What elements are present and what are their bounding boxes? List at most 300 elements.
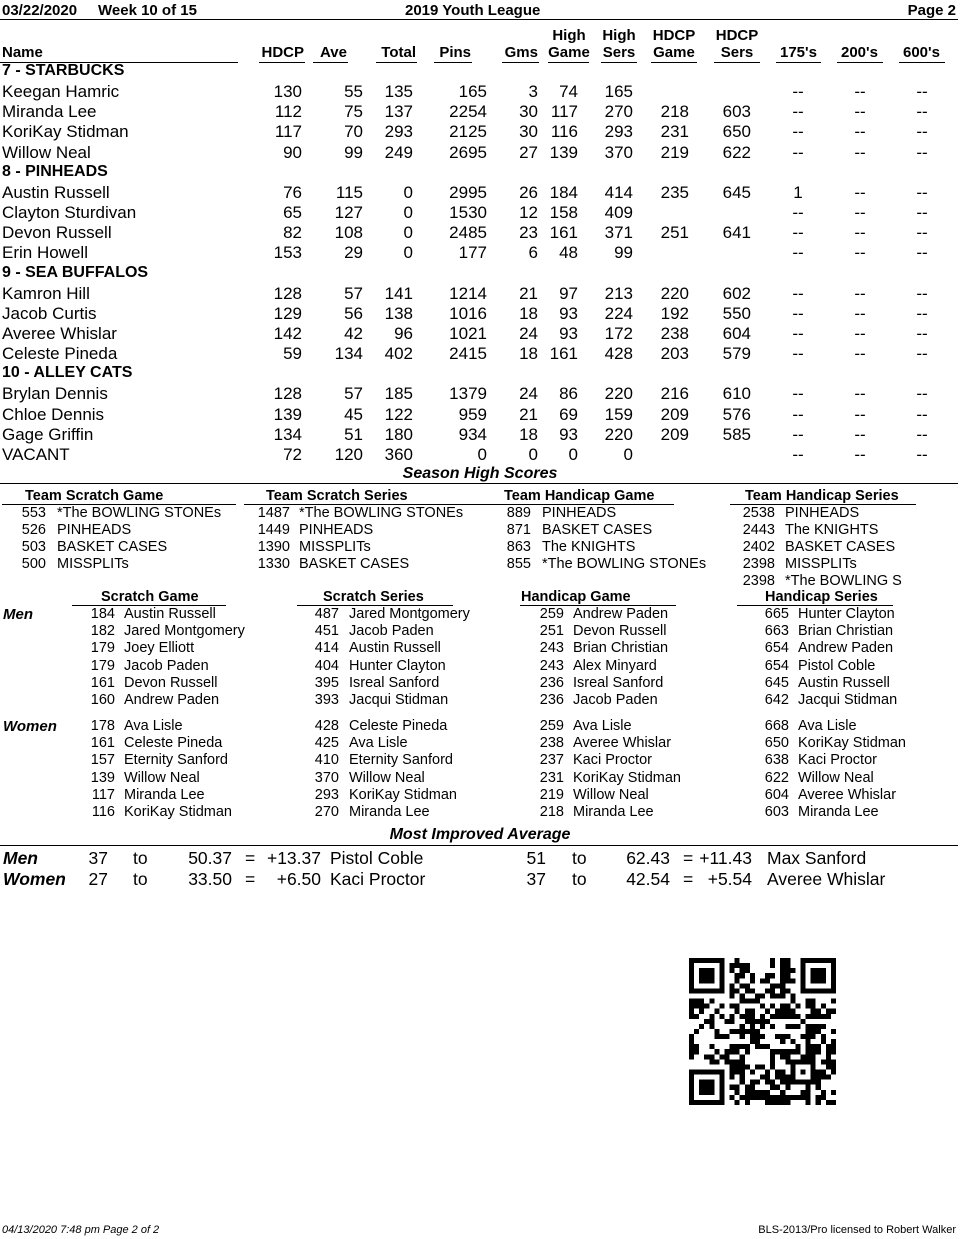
high-series: 409 — [604, 203, 633, 222]
count-175: -- — [792, 445, 804, 464]
hdcp-game: 218 — [660, 102, 689, 122]
standings-row — [0, 284, 960, 304]
total: 293 — [384, 122, 413, 142]
pins: 2695 — [449, 142, 487, 162]
individual-high-score: 370 — [314, 769, 339, 786]
hdcp-game: 209 — [660, 404, 689, 424]
individual-high-name: Celeste Pineda — [124, 735, 223, 752]
player-name: Miranda Lee — [2, 102, 97, 122]
total: 122 — [384, 404, 413, 424]
team-high-name: MISSPLITs — [57, 556, 129, 572]
individual-high-name: Jacqui Stidman — [349, 692, 449, 708]
individual-high-name: Austin Russell — [798, 674, 890, 691]
individual-high-score: 428 — [314, 718, 339, 734]
individual-high-name: Hunter Clayton — [798, 606, 895, 622]
to-text: to — [133, 869, 148, 889]
pins: 2415 — [449, 344, 487, 364]
hdcp-game: 209 — [660, 424, 689, 444]
individual-high-name: Jacob Paden — [573, 692, 658, 708]
ave: 56 — [344, 303, 363, 323]
hdcp-game: 235 — [660, 182, 689, 202]
individual-high-name: Andrew Paden — [798, 640, 894, 657]
total: 0 — [403, 182, 413, 202]
team-high-name: PINHEADS — [299, 522, 374, 538]
high-game: 158 — [549, 203, 578, 222]
improved-label: Men — [3, 848, 38, 868]
individual-high-score: 642 — [764, 692, 789, 708]
high-series: 213 — [604, 283, 633, 303]
standings-row — [0, 102, 960, 122]
player-name: VACANT — [2, 445, 70, 464]
individual-high-name: Ava Lisle — [573, 718, 632, 734]
individual-high-name: Willow Neal — [349, 769, 425, 786]
individual-high-name: Austin Russell — [349, 640, 441, 657]
games: 12 — [519, 203, 538, 222]
high-series: 220 — [604, 384, 633, 404]
individual-high-name: Ava Lisle — [349, 735, 408, 752]
total: 141 — [384, 283, 413, 303]
individual-high-name: Andrew Paden — [124, 692, 220, 708]
total: 185 — [384, 384, 413, 404]
pins: 1379 — [449, 384, 487, 404]
individual-high-score: 259 — [539, 718, 564, 734]
individual-high-score: 650 — [764, 735, 789, 752]
most-improved-rule — [0, 845, 958, 846]
team-high-name: PINHEADS — [785, 505, 860, 521]
count-600: -- — [916, 102, 928, 122]
count-200: -- — [854, 182, 866, 202]
team-high-title: Team Scratch Series — [266, 488, 408, 504]
to-text: to — [572, 869, 587, 889]
count-200: -- — [854, 203, 866, 222]
col-high-sers-top: High — [602, 27, 636, 44]
high-game: 117 — [550, 102, 578, 122]
team-high-score: 526 — [21, 522, 46, 538]
to-average: 42.54 — [626, 869, 670, 889]
total: 138 — [384, 303, 413, 323]
individual-high-score: 237 — [539, 752, 564, 769]
team-high-score: 503 — [21, 539, 46, 555]
team-high-name: PINHEADS — [57, 522, 132, 538]
games: 18 — [519, 303, 538, 323]
high-game: 139 — [549, 142, 578, 162]
team-high-name: BASKET CASES — [785, 539, 896, 555]
hdcp: 72 — [283, 445, 302, 464]
ave: 120 — [334, 445, 363, 464]
individual-high-name: KoriKay Stidman — [124, 804, 232, 820]
individual-high-name: Alex Minyard — [573, 657, 657, 674]
individual-high-name: Averee Whislar — [573, 735, 672, 752]
high-series: 293 — [604, 122, 633, 142]
standings-row — [0, 344, 960, 364]
high-series: 220 — [604, 424, 633, 444]
from-average: 37 — [526, 869, 546, 889]
col-200s: 200's — [841, 44, 878, 61]
individual-high-name: Austin Russell — [124, 606, 216, 622]
count-175: -- — [792, 122, 804, 142]
team-high-score: 889 — [506, 505, 531, 521]
high-game: 97 — [559, 283, 578, 303]
individual-high-name: Pistol Coble — [798, 657, 876, 674]
count-175: 1 — [793, 182, 803, 202]
standings-row — [0, 445, 960, 465]
count-600: -- — [916, 404, 928, 424]
individual-high-name: Andrew Paden — [573, 606, 669, 622]
individual-high-score: 238 — [539, 735, 564, 752]
hdcp: 128 — [273, 384, 302, 404]
individual-high-name: Averee Whislar — [798, 786, 897, 803]
ave: 70 — [344, 122, 363, 142]
individual-high-name: Miranda Lee — [349, 804, 430, 820]
individual-high-score: 184 — [90, 606, 115, 622]
standings-row — [0, 82, 960, 102]
hdcp: 65 — [283, 203, 302, 222]
total: 0 — [403, 223, 413, 243]
to-text: to — [572, 848, 587, 868]
individual-high-score: 393 — [314, 692, 339, 708]
individual-high-score: 259 — [539, 606, 564, 622]
to-average: 50.37 — [188, 848, 232, 868]
high-game: 116 — [550, 122, 578, 142]
column-underline — [776, 62, 821, 63]
individual-high-score: 293 — [314, 786, 339, 803]
games: 24 — [519, 384, 538, 404]
games: 6 — [528, 243, 538, 263]
team-header: 10 - ALLEY CATS — [2, 364, 133, 382]
team-high-name: The KNIGHTS — [542, 539, 636, 555]
to-average: 62.43 — [626, 848, 670, 868]
count-200: -- — [854, 243, 866, 263]
hdcp: 134 — [273, 424, 302, 444]
team-high-score: 1487 — [257, 505, 290, 521]
standings-row — [0, 304, 960, 324]
individual-high-score: 603 — [764, 804, 789, 820]
count-175: -- — [792, 324, 804, 343]
team-high-name: MISSPLITs — [785, 556, 857, 572]
report-date: 03/22/2020 — [2, 2, 78, 19]
individual-high-score: 665 — [764, 606, 789, 622]
total: 180 — [384, 424, 413, 444]
column-underline — [502, 62, 539, 63]
col-600s: 600's — [903, 44, 940, 61]
from-average: 27 — [88, 869, 108, 889]
count-175: -- — [792, 203, 804, 222]
count-600: -- — [916, 203, 928, 222]
standings-row — [0, 223, 960, 243]
individual-high-score: 236 — [539, 674, 564, 691]
high-series: 172 — [604, 324, 633, 343]
pins: 2485 — [449, 223, 487, 243]
count-600: -- — [916, 344, 928, 364]
hdcp-series: 602 — [722, 283, 751, 303]
hdcp: 142 — [273, 324, 302, 343]
individual-high-name: Jared Montgomery — [349, 606, 470, 622]
men-label: Men — [3, 606, 33, 623]
hdcp-game: 192 — [660, 303, 689, 323]
individual-high-title: Handicap Game — [521, 589, 631, 605]
individual-high-name: Isreal Sanford — [573, 674, 664, 691]
individual-high-score: 451 — [314, 623, 339, 640]
hdcp-series: 579 — [722, 344, 751, 364]
individual-high-name: KoriKay Stidman — [798, 735, 906, 752]
high-series: 224 — [604, 303, 633, 323]
count-600: -- — [916, 182, 928, 202]
games: 21 — [519, 404, 538, 424]
individual-high-score: 414 — [314, 640, 339, 657]
col-high-game-bottom: Game — [548, 44, 590, 61]
to-average: 33.50 — [188, 869, 232, 889]
count-600: -- — [916, 223, 928, 243]
individual-high-score: 395 — [314, 674, 339, 691]
ave: 29 — [344, 243, 363, 263]
total: 96 — [394, 324, 413, 343]
individual-high-score: 243 — [539, 657, 564, 674]
individual-high-score: 243 — [539, 640, 564, 657]
header-rule — [0, 19, 958, 20]
individual-high-score: 179 — [90, 640, 115, 657]
count-600: -- — [916, 324, 928, 343]
team-header: 8 - PINHEADS — [2, 162, 108, 180]
column-underline — [259, 62, 305, 63]
equals-sign: = — [683, 869, 694, 889]
hdcp: 112 — [274, 102, 302, 122]
team-high-title: Team Handicap Game — [504, 488, 655, 504]
count-600: -- — [916, 122, 928, 142]
count-200: -- — [854, 102, 866, 122]
bowler-name: Averee Whislar — [767, 869, 886, 889]
team-high-score: 855 — [506, 556, 531, 572]
total: 137 — [384, 102, 413, 122]
individual-high-name: Willow Neal — [573, 786, 649, 803]
ave: 134 — [334, 344, 363, 364]
standings-row — [0, 143, 960, 163]
footer-left: 04/13/2020 7:48 pm Page 2 of 2 — [2, 1224, 160, 1236]
high-game: 0 — [568, 445, 578, 464]
hdcp: 76 — [283, 182, 302, 202]
improved-label: Women — [3, 869, 66, 889]
ave: 108 — [334, 223, 363, 243]
individual-high-score: 668 — [764, 718, 789, 734]
games: 18 — [519, 344, 538, 364]
count-600: -- — [916, 424, 928, 444]
team-high-name: PINHEADS — [542, 505, 617, 521]
column-underline — [434, 62, 472, 63]
hdcp: 139 — [273, 404, 302, 424]
games: 30 — [519, 102, 538, 122]
count-175: -- — [792, 243, 804, 263]
total: 360 — [384, 445, 413, 464]
individual-high-title: Scratch Game — [101, 589, 199, 605]
team-high-score: 1330 — [257, 556, 290, 572]
individual-high-score: 410 — [314, 752, 339, 769]
column-underline — [313, 62, 348, 63]
bowler-name: Kaci Proctor — [330, 869, 426, 889]
high-series: 371 — [604, 223, 633, 243]
season-high-title: Season High Scores — [402, 465, 558, 482]
count-200: -- — [854, 82, 866, 101]
individual-high-score: 116 — [91, 804, 115, 820]
count-200: -- — [854, 404, 866, 424]
improvement: +5.54 — [707, 869, 752, 889]
individual-high-score: 178 — [90, 718, 115, 734]
individual-high-title: Scratch Series — [323, 589, 424, 605]
standings-row — [0, 183, 960, 203]
hdcp: 117 — [274, 122, 302, 142]
games: 26 — [519, 182, 538, 202]
count-200: -- — [854, 142, 866, 162]
team-high-name: MISSPLITs — [299, 539, 371, 555]
individual-high-score: 638 — [764, 752, 789, 769]
high-series: 370 — [604, 142, 633, 162]
hdcp-series: 576 — [722, 404, 751, 424]
player-name: Keegan Hamric — [2, 82, 120, 101]
team-high-name: BASKET CASES — [542, 522, 653, 538]
team-high-name: BASKET CASES — [57, 539, 168, 555]
individual-high-score: 231 — [539, 769, 564, 786]
count-175: -- — [792, 142, 804, 162]
page-number: Page 2 — [907, 2, 956, 19]
individual-high-score: 654 — [764, 657, 789, 674]
individual-high-name: KoriKay Stidman — [349, 786, 457, 803]
ave: 99 — [344, 142, 363, 162]
individual-high-name: Kaci Proctor — [573, 752, 652, 769]
count-200: -- — [854, 122, 866, 142]
team-high-score: 2538 — [742, 505, 775, 521]
high-series: 159 — [604, 404, 633, 424]
count-200: -- — [854, 445, 866, 464]
high-series: 99 — [614, 243, 633, 263]
individual-high-score: 161 — [90, 674, 115, 691]
total: 402 — [384, 344, 413, 364]
count-175: -- — [792, 303, 804, 323]
individual-high-title: Handicap Series — [765, 589, 878, 605]
high-game: 161 — [549, 223, 578, 243]
player-name: Clayton Sturdivan — [2, 203, 137, 222]
player-name: Chloe Dennis — [2, 404, 105, 424]
count-200: -- — [854, 303, 866, 323]
women-label: Women — [3, 718, 57, 735]
col-name: Name — [2, 44, 43, 61]
total: 0 — [403, 203, 413, 222]
team-high-title: Team Scratch Game — [25, 488, 164, 504]
team-header: 7 - STARBUCKS — [2, 62, 125, 79]
ave: 57 — [344, 384, 363, 404]
individual-high-name: Willow Neal — [124, 769, 200, 786]
team-high-name: BASKET CASES — [299, 556, 410, 572]
individual-high-name: Hunter Clayton — [349, 657, 446, 674]
hdcp-game: 231 — [660, 122, 689, 142]
individual-high-score: 604 — [764, 786, 789, 803]
high-series: 414 — [604, 182, 633, 202]
individual-high-name: Ava Lisle — [798, 718, 857, 734]
individual-high-score: 236 — [539, 692, 564, 708]
hdcp: 82 — [283, 223, 302, 243]
individual-high-score: 179 — [90, 657, 115, 674]
team-high-score: 500 — [21, 556, 46, 572]
hdcp-series: 622 — [722, 142, 751, 162]
pins: 2995 — [449, 182, 487, 202]
high-game: 69 — [559, 404, 578, 424]
games: 24 — [519, 324, 538, 343]
individual-high-name: Miranda Lee — [124, 786, 205, 803]
standings-row — [0, 384, 960, 404]
col-hdcp-sers-top: HDCP — [715, 27, 759, 44]
qr-code — [689, 958, 836, 1105]
col-hdcp-game-top: HDCP — [652, 27, 696, 44]
pins: 934 — [458, 424, 487, 444]
pins: 959 — [458, 404, 487, 424]
hdcp-game: 216 — [660, 384, 689, 404]
high-game: 184 — [549, 182, 578, 202]
team-high-name: *The BOWLING STONEs — [299, 505, 464, 521]
count-175: -- — [792, 283, 804, 303]
column-underline — [714, 62, 760, 63]
col-hdcp: HDCP — [261, 44, 304, 61]
individual-high-name: Miranda Lee — [573, 804, 654, 820]
ave: 55 — [344, 82, 363, 101]
individual-high-score: 160 — [90, 692, 115, 708]
col-gms: Gms — [504, 44, 538, 61]
individual-high-name: Jared Montgomery — [124, 623, 245, 640]
pins: 1530 — [449, 203, 487, 222]
bowler-name: Pistol Coble — [330, 848, 424, 868]
individual-high-name: Eternity Sanford — [349, 752, 453, 769]
hdcp-series: 645 — [722, 182, 751, 202]
count-600: -- — [916, 82, 928, 101]
player-name: Kamron Hill — [2, 283, 90, 303]
team-high-name: *The BOWLING STONEs — [542, 556, 707, 572]
standings-row — [0, 122, 960, 142]
games: 30 — [519, 122, 538, 142]
individual-high-name: Kaci Proctor — [798, 752, 877, 769]
hdcp: 153 — [273, 243, 302, 263]
player-name: Celeste Pineda — [2, 344, 118, 364]
individual-high-name: Isreal Sanford — [349, 674, 440, 691]
standings-row — [0, 243, 960, 263]
high-game: 161 — [549, 344, 578, 364]
player-name: Austin Russell — [2, 182, 110, 202]
hdcp: 59 — [283, 344, 302, 364]
individual-high-score: 270 — [314, 804, 339, 820]
individual-high-name: Jacqui Stidman — [798, 692, 898, 708]
individual-high-score: 182 — [90, 623, 115, 640]
pins: 165 — [458, 82, 487, 101]
high-game: 93 — [559, 303, 578, 323]
count-175: -- — [792, 384, 804, 404]
player-name: Willow Neal — [2, 142, 91, 162]
individual-high-name: Devon Russell — [573, 623, 667, 640]
ave: 45 — [344, 404, 363, 424]
high-series: 0 — [623, 445, 633, 464]
hdcp-series: 641 — [722, 223, 751, 243]
player-name: Gage Griffin — [2, 424, 94, 444]
ave: 57 — [344, 283, 363, 303]
individual-high-score: 404 — [314, 657, 339, 674]
individual-high-score: 654 — [764, 640, 789, 657]
count-200: -- — [854, 324, 866, 343]
bowler-name: Max Sanford — [767, 848, 867, 868]
individual-high-name: Ava Lisle — [124, 718, 183, 734]
individual-high-score: 219 — [539, 786, 564, 803]
most-improved-title: Most Improved Average — [389, 826, 571, 843]
high-game: 74 — [559, 82, 578, 101]
column-underline — [651, 62, 697, 63]
individual-high-name: Willow Neal — [798, 769, 874, 786]
individual-high-name: Jacob Paden — [124, 657, 209, 674]
team-high-score: 863 — [506, 539, 531, 555]
team-high-score: 2402 — [742, 539, 775, 555]
count-175: -- — [792, 344, 804, 364]
